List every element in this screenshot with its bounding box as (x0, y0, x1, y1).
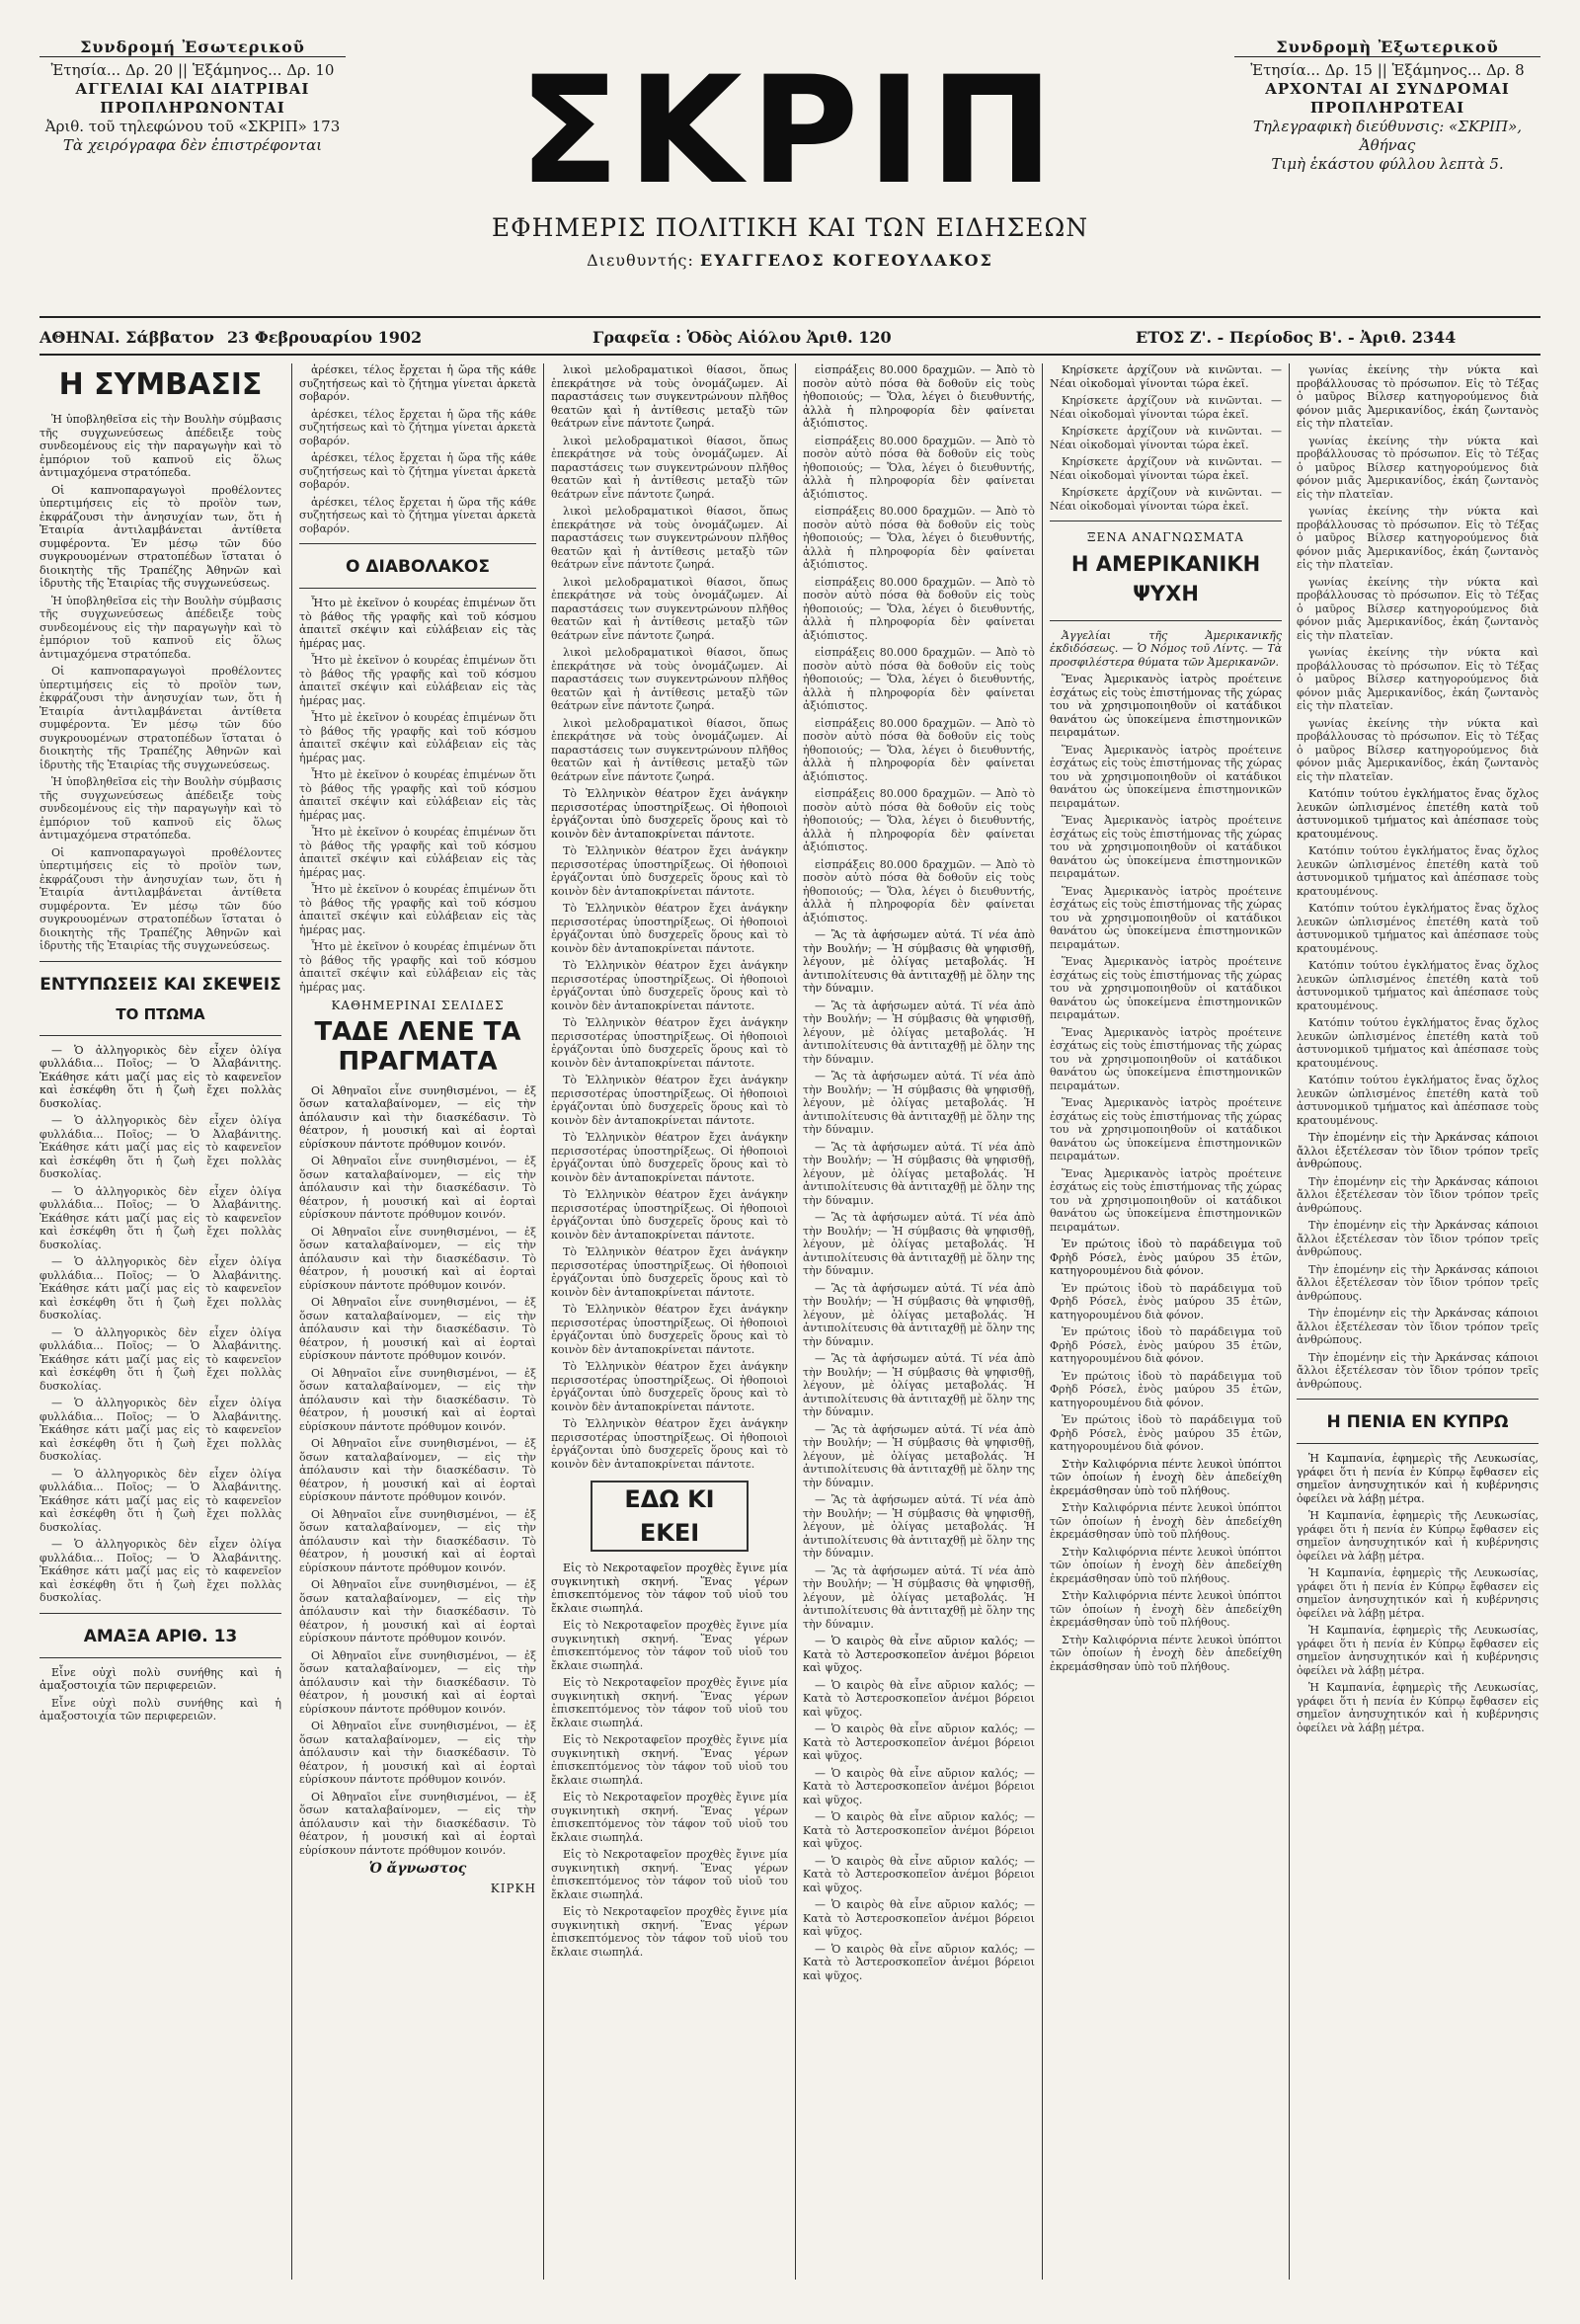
headline-edo-ki-ekei: ΕΔΩ ΚΙ ΕΚΕΙ (591, 1481, 749, 1552)
article-body: Ἐν πρώτοις ἰδοὺ τὸ παράδειγμα τοῦ Φρὴδ Ρόσελ, ἐνὸς μαύρου 35 ἐτῶν, κατηγορουμένου διὰ φόνον. (1050, 1413, 1282, 1453)
article-intro: Κηρίσκετε ἀρχίζουν νὰ κινῶνται. — Νέαι οἰκοδομαὶ γίνονται τώρα ἐκεῖ. (1050, 486, 1282, 513)
dateline-issue: ΕΤΟΣ Ζ'. - Περίοδος Β'. - Ἀριθ. 2344 (1136, 328, 1457, 347)
section-body: — Ὁ ἀλληγορικὸς δὲν εἶχεν ὀλίγα φυλλάδια... Ποῖος; — Ὁ Ἀλαβάνιτης. Ἐκάθησε κάτι μαζί μας εἰς τὸ καφενεῖον καὶ ἐσκέφθη ὅτι ἡ ζωὴ ἔχει πολλὰς δυσκολίας. (40, 1043, 281, 1110)
article-body: Τὸ Ἑλληνικὸν θέατρον ἔχει ἀνάγκην περισσοτέρας ὑποστηρίξεως. Οἱ ἠθοποιοὶ ἐργάζονται ὑπὸ δυσχερεῖς ὅρους καὶ τὸ κοινὸν δὲν ἀνταποκρίνεται πάντοτε. (551, 1074, 788, 1127)
article-body: Ἐν πρώτοις ἰδοὺ τὸ παράδειγμα τοῦ Φρὴδ Ρόσελ, ἐνὸς μαύρου 35 ἐτῶν, κατηγορουμένου διὰ φόνον. (1050, 1369, 1282, 1409)
article-body: Τὸ Ἑλληνικὸν θέατρον ἔχει ἀνάγκην περισσοτέρας ὑποστηρίξεως. Οἱ ἠθοποιοὶ ἐργάζονται ὑπὸ δυσχερεῖς ὅρους καὶ τὸ κοινὸν δὲν ἀνταποκρίνεται πάντοτε. (551, 1417, 788, 1471)
article-body: — Ἂς τὰ ἀφήσωμεν αὐτά. Τί νέα ἀπὸ τὴν Βουλήν; — Ἡ σύμβασις θὰ ψηφισθῇ, λέγουν, μὲ ὀλίγας μεταβολάς. Ἡ ἀντιπολίτευσις θὰ ἀντιταχθῇ μὲ ὅλην της τὴν δύναμιν. (803, 1493, 1035, 1560)
column-5 (1050, 363, 1282, 2289)
article-body: Οἱ Ἀθηναῖοι εἶνε συνηθισμένοι, — ἐξ ὅσων καταλαβαίνομεν, — εἰς τὴν ἀπόλαυσιν καὶ τὴν διασκέδασιν. Τὸ θέατρον, ἡ μουσική καὶ αἱ ἑορταὶ εὑρίσκουν πάντοτε πρόθυμον κοινόν. (299, 1578, 536, 1644)
article-body: Οἱ καπνοπαραγωγοὶ προθέλοντες ὑπερτιμήσεις εἰς τὸ προϊὸν των, ἐκφράζουσι τὴν ἀνησυχίαν των, ὅτι ἡ Ἑταιρία ἀντιλαμβάνεται ἀντίθετα συμφέροντα. Ἐν μέσῳ τῶν δύο συγκρουομένων στρατοπέδων ἵσταται ὁ διοικητὴς τῆς Τραπέζης Ἀθηνῶν καὶ ἱδρυτὴς τῆς Ἑταιρίας τῆς συγχωνεύσεως. (40, 665, 281, 771)
article-body: Τὸ Ἑλληνικὸν θέατρον ἔχει ἀνάγκην περισσοτέρας ὑποστηρίξεως. Οἱ ἠθοποιοὶ ἐργάζονται ὑπὸ δυσχερεῖς ὅρους καὶ τὸ κοινὸν δὲν ἀνταποκρίνεται πάντοτε. (551, 787, 788, 841)
bottom-body: Εἶνε οὐχὶ πολὺ συνήθης καὶ ἡ ἀμαξοστοιχία τῶν περιφερειῶν. (40, 1696, 281, 1723)
article-body: Ἡ ὑποβληθεῖσα εἰς τὴν Βουλὴν σύμβασις τῆς συγχωνεύσεως ἀπέδειξε τοὺς συνδεομένους εἰς τὴν παραγωγὴν καὶ τὸ ἐμπόριον τοῦ καπνοῦ εἰς ὅλως ἀντιμαχόμενα στρατόπεδα. (40, 594, 281, 661)
article-body: λικοὶ μελοδραματικοὶ θίασοι, ὅπως ἐπεκράτησε νὰ τοὺς ὀνομάζωμεν. Αἱ παραστάσεις των συγκεντρώνουν πλῆθος θεατῶν καὶ ἡ ἀντίθεσις μεταξὺ τῶν θεάτρων εἶνε πάντοτε ζωηρά. (551, 363, 788, 430)
foreign-prices: Ἐτησία... Δρ. 15 || Ἑξάμηνος... Δρ. 8 (1250, 61, 1525, 79)
headline-tade-lene: ΤΑΔΕ ΛΕΝΕ ΤΑ ΠΡΑΓΜΑΤΑ (314, 1016, 521, 1077)
article-body: Ἐν πρώτοις ἰδοὺ τὸ παράδειγμα τοῦ Φρὴδ Ρόσελ, ἐνὸς μαύρου 35 ἐτῶν, κατηγορουμένου διὰ φόνον. (1050, 1238, 1282, 1277)
headline-american-soul: Η ΑΜΕΡΙΚΑΝΙΚΗ ΨΥΧΗ (1070, 551, 1261, 605)
article-body: εἰσπράξεις 80.000 δραχμῶν. — Ἀπὸ τὸ ποσὸν αὐτὸ πόσα θὰ δοθοῦν εἰς τοὺς ἠθοποιούς; — Ὅλα, λέγει ὁ διευθυντής, ἀλλὰ ἡ πληροφορία δὲν φαίνεται ἀξιόπιστος. (803, 575, 1035, 642)
article-body: Τὸ Ἑλληνικὸν θέατρον ἔχει ἀνάγκην περισσοτέρας ὑποστηρίξεως. Οἱ ἠθοποιοὶ ἐργάζονται ὑπὸ δυσχερεῖς ὅρους καὶ τὸ κοινὸν δὲν ἀνταποκρίνεται πάντοτε. (551, 1016, 788, 1070)
domestic-heading: Συνδρομή Ἐσωτερικοῦ (40, 38, 346, 57)
section-body: — Ὁ ἀλληγορικὸς δὲν εἶχεν ὀλίγα φυλλάδια... Ποῖος; — Ὁ Ἀλαβάνιτης. Ἐκάθησε κάτι μαζί μας εἰς τὸ καφενεῖον καὶ ἐσκέφθη ὅτι ἡ ζωὴ ἔχει πολλὰς δυσκολίας. (40, 1538, 281, 1604)
article-body: — Ἂς τὰ ἀφήσωμεν αὐτά. Τί νέα ἀπὸ τὴν Βουλήν; — Ἡ σύμβασις θὰ ψηφισθῇ, λέγουν, μὲ ὀλίγας μεταβολάς. Ἡ ἀντιπολίτευσις θὰ ἀντιταχθῇ μὲ ὅλην της τὴν δύναμιν. (803, 1563, 1035, 1631)
article-body: γωνίας ἐκείνης τὴν νύκτα καὶ προβάλλουσας τὸ πρόσωπον. Εἰς τὸ Τέξας ὁ μαῦρος Βίλσερ κατηγορούμενος διὰ φόνον μιᾶς Ἀμερικανίδος, ἐκάη ζωντανὸς εἰς τὴν πλατεῖαν. (1297, 646, 1539, 712)
article-body: Κατόπιν τούτου ἐγκλήματος ἔνας ὄχλος λευκῶν ὡπλισμένος ἐπετέθη κατὰ τοῦ ἀστυνομικοῦ τμήματος καὶ ἀπέσπασε τοὺς κρατουμένους. (1297, 787, 1539, 841)
article-intro: ἀρέσκει, τέλος ἔρχεται ἡ ὥρα τῆς κάθε συζητήσεως καὶ τὸ ζήτημα γίνεται ἀρκετὰ σοβαρόν. (299, 495, 536, 535)
dateline (40, 324, 1540, 350)
telephone-line: Ἀριθ. τοῦ τηλεφώνου τοῦ «ΣΚΡΙΠ» 173 (44, 118, 341, 135)
column-2 (299, 363, 536, 2289)
article-body: Ἦτο μὲ ἐκεῖνον ὁ κουρέας ἐπιμένων ὅτι τὸ βάθος τῆς γραφῆς καὶ τοῦ κόσμου ἀπαιτεῖ σκέψιν καὶ εὐλάβειαν εἰς τὰς ἡμέρας μας. (299, 826, 536, 879)
article-body: γωνίας ἐκείνης τὴν νύκτα καὶ προβάλλουσας τὸ πρόσωπον. Εἰς τὸ Τέξας ὁ μαῦρος Βίλσερ κατηγορούμενος διὰ φόνον μιᾶς Ἀμερικανίδος, ἐκάη ζωντανὸς εἰς τὴν πλατεῖαν. (1297, 575, 1539, 642)
article-body: Ἡ Καμπανία, ἐφημερὶς τῆς Λευκωσίας, γράφει ὅτι ἡ πενία ἐν Κύπρῳ ἔφθασεν εἰς σημεῖον ἀνησυχητικόν καὶ ἡ κυβέρνησις ὀφείλει νὰ λάβῃ μέτρα. (1297, 1566, 1539, 1620)
article-body: Ἦτο μὲ ἐκεῖνον ὁ κουρέας ἐπιμένων ὅτι τὸ βάθος τῆς γραφῆς καὶ τοῦ κόσμου ἀπαιτεῖ σκέψιν καὶ εὐλάβειαν εἰς τὰς ἡμέρας μας. (299, 654, 536, 707)
article-body: Ἦτο μὲ ἐκεῖνον ὁ κουρέας ἐπιμένων ὅτι τὸ βάθος τῆς γραφῆς καὶ τοῦ κόσμου ἀπαιτεῖ σκέψιν καὶ εὐλάβειαν εἰς τὰς ἡμέρας μας. (299, 940, 536, 994)
article-body: — Ὁ καιρὸς θὰ εἶνε αὔριον καλός; — Κατὰ τὸ Ἀστεροσκοπεῖον ἀνέμοι βόρειοι καὶ ψῦχος. (803, 1766, 1035, 1806)
article-body: Εἰς τὸ Νεκροταφεῖον προχθὲς ἔγινε μία συγκινητικὴ σκηνή. Ἕνας γέρων ἐπισκεπτόμενος τὸν τάφον τοῦ υἱοῦ του ἔκλαιε σιωπηλά. (551, 1676, 788, 1729)
newspaper-logo: ΣΚΡΙΠ (518, 45, 1062, 217)
article-body: λικοὶ μελοδραματικοὶ θίασοι, ὅπως ἐπεκράτησε νὰ τοὺς ὀνομάζωμεν. Αἱ παραστάσεις των συγκεντρώνουν πλῆθος θεατῶν καὶ ἡ ἀντίθεσις μεταξὺ τῶν θεάτρων εἶνε πάντοτε ζωηρά. (551, 434, 788, 501)
article-body: Τὸ Ἑλληνικὸν θέατρον ἔχει ἀνάγκην περισσοτέρας ὑποστηρίξεως. Οἱ ἠθοποιοὶ ἐργάζονται ὑπὸ δυσχερεῖς ὅρους καὶ τὸ κοινὸν δὲν ἀνταποκρίνεται πάντοτε. (551, 1360, 788, 1413)
article-body: Τὸ Ἑλληνικὸν θέατρον ἔχει ἀνάγκην περισσοτέρας ὑποστηρίξεως. Οἱ ἠθοποιοὶ ἐργάζονται ὑπὸ δυσχερεῖς ὅρους καὶ τὸ κοινὸν δὲν ἀνταποκρίνεται πάντοτε. (551, 1245, 788, 1299)
article-body: — Ὁ καιρὸς θὰ εἶνε αὔριον καλός; — Κατὰ τὸ Ἀστεροσκοπεῖον ἀνέμοι βόρειοι καὶ ψῦχος. (803, 1678, 1035, 1719)
section-body: — Ὁ ἀλληγορικὸς δὲν εἶχεν ὀλίγα φυλλάδια... Ποῖος; — Ὁ Ἀλαβάνιτης. Ἐκάθησε κάτι μαζί μας εἰς τὸ καφενεῖον καὶ ἐσκέφθη ὅτι ἡ ζωὴ ἔχει πολλὰς δυσκολίας. (40, 1467, 281, 1534)
article-body: Οἱ Ἀθηναῖοι εἶνε συνηθισμένοι, — ἐξ ὅσων καταλαβαίνομεν, — εἰς τὴν ἀπόλαυσιν καὶ τὴν διασκέδασιν. Τὸ θέατρον, ἡ μουσική καὶ αἱ ἑορταὶ εὑρίσκουν πάντοτε πρόθυμον κοινόν. (299, 1648, 536, 1716)
article-body: Ἦτο μὲ ἐκεῖνον ὁ κουρέας ἐπιμένων ὅτι τὸ βάθος τῆς γραφῆς καὶ τοῦ κόσμου ἀπαιτεῖ σκέψιν καὶ εὐλάβειαν εἰς τὰς ἡμέρας μας. (299, 711, 536, 764)
article-body: εἰσπράξεις 80.000 δραχμῶν. — Ἀπὸ τὸ ποσὸν αὐτὸ πόσα θὰ δοθοῦν εἰς τοὺς ἠθοποιούς; — Ὅλα, λέγει ὁ διευθυντής, ἀλλὰ ἡ πληροφορία δὲν φαίνεται ἀξιόπιστος. (803, 857, 1035, 924)
article-body: Κατόπιν τούτου ἐγκλήματος ἔνας ὄχλος λευκῶν ὡπλισμένος ἐπετέθη κατὰ τοῦ ἀστυνομικοῦ τμήματος καὶ ἀπέσπασε τοὺς κρατουμένους. (1297, 844, 1539, 898)
section-block (299, 543, 536, 589)
article-body: Κατόπιν τούτου ἐγκλήματος ἔνας ὄχλος λευκῶν ὡπλισμένος ἐπετέθη κατὰ τοῦ ἀστυνομικοῦ τμήματος καὶ ἀπέσπασε τοὺς κρατουμένους. (1297, 1074, 1539, 1127)
headline-diavolakos: Ο ΔΙΑΒΟΛΑΚΟΣ (346, 557, 490, 577)
article-body: Ἐν πρώτοις ἰδοὺ τὸ παράδειγμα τοῦ Φρὴδ Ρόσελ, ἐνὸς μαύρου 35 ἐτῶν, κατηγορουμένου διὰ φόνον. (1050, 1325, 1282, 1365)
section-body: — Ὁ ἀλληγορικὸς δὲν εἶχεν ὀλίγα φυλλάδια... Ποῖος; — Ὁ Ἀλαβάνιτης. Ἐκάθησε κάτι μαζί μας εἰς τὸ καφενεῖον καὶ ἐσκέφθη ὅτι ἡ ζωὴ ἔχει πολλὰς δυσκολίας. (40, 1184, 281, 1251)
section-heading: ΕΝΤΥΠΩΣΕΙΣ ΚΑΙ ΣΚΕΨΕΙΣ (40, 974, 281, 995)
masthead (40, 38, 1540, 304)
article-body: Ἕνας Ἀμερικανὸς ἰατρὸς προέτεινε ἐσχάτως εἰς τοὺς ἐπιστήμονας τῆς χώρας του νὰ χρησιμοποιηθοῦν οἱ κατάδικοι θανάτου ὡς ὑποκείμενα ἐπιστημονικῶν πειραμάτων. (1050, 1025, 1282, 1092)
article-body: Τὸ Ἑλληνικὸν θέατρον ἔχει ἀνάγκην περισσοτέρας ὑποστηρίξεως. Οἱ ἠθοποιοὶ ἐργάζονται ὑπὸ δυσχερεῖς ὅρους καὶ τὸ κοινὸν δὲν ἀνταποκρίνεται πάντοτε. (551, 844, 788, 898)
dateline-date: 23 Φεβρουαρίου 1902 (227, 328, 423, 347)
article-body: — Ὁ καιρὸς θὰ εἶνε αὔριον καλός; — Κατὰ τὸ Ἀστεροσκοπεῖον ἀνέμοι βόρειοι καὶ ψῦχος. (803, 1854, 1035, 1894)
article-body: Τὴν ἐπομένην εἰς τὴν Ἀρκάνσας κάποιοι ἄλλοι ἐξετέλεσαν τὸν ἴδιον τρόπον τρεῖς ἀνθρώπους. (1297, 1174, 1539, 1215)
article-body: — Ὁ καιρὸς θὰ εἶνε αὔριον καλός; — Κατὰ τὸ Ἀστεροσκοπεῖον ἀνέμοι βόρειοι καὶ ψῦχος. (803, 1723, 1035, 1762)
article-body: Κατόπιν τούτου ἐγκλήματος ἔνας ὄχλος λευκῶν ὡπλισμένος ἐπετέθη κατὰ τοῦ ἀστυνομικοῦ τμήματος καὶ ἀπέσπασε τοὺς κρατουμένους. (1297, 959, 1539, 1012)
foreign-heading: Συνδρομὴ Ἐξωτερικοῦ (1234, 38, 1540, 57)
article-body: Τὸ Ἑλληνικὸν θέατρον ἔχει ἀνάγκην περισσοτέρας ὑποστηρίξεως. Οἱ ἠθοποιοὶ ἐργάζονται ὑπὸ δυσχερεῖς ὅρους καὶ τὸ κοινὸν δὲν ἀνταποκρίνεται πάντοτε. (551, 1303, 788, 1356)
daily-pages-heading: ΚΑΘΗΜΕΡΙΝΑΙ ΣΕΛΙΔΕΣ (331, 999, 505, 1012)
newspaper-page (40, 38, 1540, 2289)
bottom-body: Εἶνε οὐχὶ πολὺ συνήθης καὶ ἡ ἀμαξοστοιχία τῶν περιφερειῶν. (40, 1665, 281, 1692)
article-body: εἰσπράξεις 80.000 δραχμῶν. — Ἀπὸ τὸ ποσὸν αὐτὸ πόσα θὰ δοθοῦν εἰς τοὺς ἠθοποιούς; — Ὅλα, λέγει ὁ διευθυντής, ἀλλὰ ἡ πληροφορία δὲν φαίνεται ἀξιόπιστος. (803, 434, 1035, 501)
article-body: Ἦτο μὲ ἐκεῖνον ὁ κουρέας ἐπιμένων ὅτι τὸ βάθος τῆς γραφῆς καὶ τοῦ κόσμου ἀπαιτεῖ σκέψιν καὶ εὐλάβειαν εἰς τὰς ἡμέρας μας. (299, 597, 536, 650)
article-lead: Ἡ ὑποβληθεῖσα εἰς τὴν Βουλὴν σύμβασις τῆς συγχωνεύσεως ἀπέδειξε τοὺς συνδεομένους εἰς τὴν παραγωγὴν καὶ τὸ ἐμπόριον τοῦ καπνοῦ εἰς ὅλως ἀντιμαχόμενα στρατόπεδα. (40, 413, 281, 479)
article-body: Οἱ καπνοπαραγωγοὶ προθέλοντες ὑπερτιμήσεις εἰς τὸ προϊὸν των, ἐκφράζουσι τὴν ἀνησυχίαν των, ὅτι ἡ Ἑταιρία ἀντιλαμβάνεται ἀντίθετα συμφέροντα. Ἐν μέσῳ τῶν δύο συγκρουομένων στρατοπέδων ἵσταται ὁ διοικητὴς τῆς Τραπέζης Ἀθηνῶν καὶ ἱδρυτὴς τῆς Ἑταιρίας τῆς συγχωνεύσεως. (40, 845, 281, 952)
article-body: Οἱ Ἀθηναῖοι εἶνε συνηθισμένοι, — ἐξ ὅσων καταλαβαίνομεν, — εἰς τὴν ἀπόλαυσιν καὶ τὴν διασκέδασιν. Τὸ θέατρον, ἡ μουσική καὶ αἱ ἑορταὶ εὑρίσκουν πάντοτε πρόθυμον κοινόν. (299, 1720, 536, 1786)
headline-penia-kypro: Η ΠΕΝΙΑ ΕΝ ΚΥΠΡΩ (1326, 1412, 1509, 1432)
article-intro: Κηρίσκετε ἀρχίζουν νὰ κινῶνται. — Νέαι οἰκοδομαὶ γίνονται τώρα ἐκεῖ. (1050, 363, 1282, 390)
article-body: Στὴν Καλιφόρνια πέντε λευκοὶ ὑπόπτοι τῶν ὁποίων ἡ ἐνοχὴ δὲν ἀπεδείχθη ἐκρεμάσθησαν ὑπὸ τοῦ πλήθους. (1050, 1545, 1282, 1585)
article-body: Ἡ Καμπανία, ἐφημερὶς τῆς Λευκωσίας, γράφει ὅτι ἡ πενία ἐν Κύπρῳ ἔφθασεν εἰς σημεῖον ἀνησυχητικόν καὶ ἡ κυβέρνησις ὀφείλει νὰ λάβῃ μέτρα. (1297, 1681, 1539, 1734)
article-body: Ἡ Καμπανία, ἐφημερὶς τῆς Λευκωσίας, γράφει ὅτι ἡ πενία ἐν Κύπρῳ ἔφθασεν εἰς σημεῖον ἀνησυχητικόν καὶ ἡ κυβέρνησις ὀφείλει νὰ λάβῃ μέτρα. (1297, 1509, 1539, 1563)
column-3 (551, 363, 788, 2289)
article-intro: ἀρέσκει, τέλος ἔρχεται ἡ ὥρα τῆς κάθε συζητήσεως καὶ τὸ ζήτημα γίνεται ἀρκετὰ σοβαρόν. (299, 407, 536, 447)
article-subtitle: Ἀγγελίαι τῆς Ἀμερικανικῆς ἐκδιδόσεως. — Ὁ Νόμος τοῦ Λίντς. — Τὰ προσφιλέστερα θύματα τῶν Ἀμερικανῶν. (1050, 628, 1282, 669)
article-body: Εἰς τὸ Νεκροταφεῖον προχθὲς ἔγινε μία συγκινητικὴ σκηνή. Ἕνας γέρων ἐπισκεπτόμενος τὸν τάφον τοῦ υἱοῦ του ἔκλαιε σιωπηλά. (551, 1848, 788, 1901)
article-body: λικοὶ μελοδραματικοὶ θίασοι, ὅπως ἐπεκράτησε νὰ τοὺς ὀνομάζωμεν. Αἱ παραστάσεις των συγκεντρώνουν πλῆθος θεατῶν καὶ ἡ ἀντίθεσις μεταξὺ τῶν θεάτρων εἶνε πάντοτε ζωηρά. (551, 505, 788, 571)
column-divider (795, 363, 796, 2280)
closing-phrase: Ὁ ἄγνωστος (368, 1861, 467, 1877)
article-body: Εἰς τὸ Νεκροταφεῖον προχθὲς ἔγινε μία συγκινητικὴ σκηνή. Ἕνας γέρων ἐπισκεπτόμενος τὸν τάφον τοῦ υἱοῦ του ἔκλαιε σιωπηλά. (551, 1905, 788, 1959)
article-body: — Ἂς τὰ ἀφήσωμεν αὐτά. Τί νέα ἀπὸ τὴν Βουλήν; — Ἡ σύμβασις θὰ ψηφισθῇ, λέγουν, μὲ ὀλίγας μεταβολάς. Ἡ ἀντιπολίτευσις θὰ ἀντιταχθῇ μὲ ὅλην της τὴν δύναμιν. (803, 1140, 1035, 1207)
subscription-box-domestic (40, 38, 346, 155)
ads-heading: ΑΓΓΕΛΙΑΙ ΚΑΙ ΔΙΑΤΡΙΒΑΙ (75, 80, 310, 98)
headline-symvasis: Η ΣΥΜΒΑΣΙΣ (58, 367, 263, 402)
article-body: — Ἂς τὰ ἀφήσωμεν αὐτά. Τί νέα ἀπὸ τὴν Βουλήν; — Ἡ σύμβασις θὰ ψηφισθῇ, λέγουν, μὲ ὀλίγας μεταβολάς. Ἡ ἀντιπολίτευσις θὰ ἀντιταχθῇ μὲ ὅλην της τὴν δύναμιν. (803, 1422, 1035, 1489)
article-intro: ἀρέσκει, τέλος ἔρχεται ἡ ὥρα τῆς κάθε συζητήσεως καὶ τὸ ζήτημα γίνεται ἀρκετὰ σοβαρόν. (299, 451, 536, 491)
article-body: Τὸ Ἑλληνικὸν θέατρον ἔχει ἀνάγκην περισσοτέρας ὑποστηρίξεως. Οἱ ἠθοποιοὶ ἐργάζονται ὑπὸ δυσχερεῖς ὅρους καὶ τὸ κοινὸν δὲν ἀνταποκρίνεται πάντοτε. (551, 959, 788, 1012)
article-body: Οἱ Ἀθηναῖοι εἶνε συνηθισμένοι, — ἐξ ὅσων καταλαβαίνομεν, — εἰς τὴν ἀπόλαυσιν καὶ τὴν διασκέδασιν. Τὸ θέατρον, ἡ μουσική καὶ αἱ ἑορταὶ εὑρίσκουν πάντοτε πρόθυμον κοινόν. (299, 1083, 536, 1151)
article-body: εἰσπράξεις 80.000 δραχμῶν. — Ἀπὸ τὸ ποσὸν αὐτὸ πόσα θὰ δοθοῦν εἰς τοὺς ἠθοποιούς; — Ὅλα, λέγει ὁ διευθυντής, ἀλλὰ ἡ πληροφορία δὲν φαίνεται ἀξιόπιστος. (803, 787, 1035, 853)
column-divider (1289, 363, 1290, 2280)
article-body: Τὸ Ἑλληνικὸν θέατρον ἔχει ἀνάγκην περισσοτέρας ὑποστηρίξεως. Οἱ ἠθοποιοὶ ἐργάζονται ὑπὸ δυσχερεῖς ὅρους καὶ τὸ κοινὸν δὲν ἀνταποκρίνεται πάντοτε. (551, 1131, 788, 1184)
byline: ΚΙΡΚΗ (490, 1881, 536, 1895)
article-body: Ἕνας Ἀμερικανὸς ἰατρὸς προέτεινε ἐσχάτως εἰς τοὺς ἐπιστήμονας τῆς χώρας του νὰ χρησιμοποιηθοῦν οἱ κατάδικοι θανάτου ὡς ὑποκείμενα ἐπιστημονικῶν πειραμάτων. (1050, 955, 1282, 1021)
article-body: Τὴν ἐπομένην εἰς τὴν Ἀρκάνσας κάποιοι ἄλλοι ἐξετέλεσαν τὸν ἴδιον τρόπον τρεῖς ἀνθρώπους. (1297, 1307, 1539, 1346)
section-block (1050, 521, 1282, 621)
article-body: γωνίας ἐκείνης τὴν νύκτα καὶ προβάλλουσας τὸ πρόσωπον. Εἰς τὸ Τέξας ὁ μαῦρος Βίλσερ κατηγορούμενος διὰ φόνον μιᾶς Ἀμερικανίδος, ἐκάη ζωντανὸς εἰς τὴν πλατεῖαν. (1297, 716, 1539, 783)
article-body: — Ὁ καιρὸς θὰ εἶνε αὔριον καλός; — Κατὰ τὸ Ἀστεροσκοπεῖον ἀνέμοι βόρειοι καὶ ψῦχος. (803, 1635, 1035, 1674)
article-body: λικοὶ μελοδραματικοὶ θίασοι, ὅπως ἐπεκράτησε νὰ τοὺς ὀνομάζωμεν. Αἱ παραστάσεις των συγκεντρώνουν πλῆθος θεατῶν καὶ ἡ ἀντίθεσις μεταξὺ τῶν θεάτρων εἶνε πάντοτε ζωηρά. (551, 575, 788, 642)
article-body: — Ἂς τὰ ἀφήσωμεν αὐτά. Τί νέα ἀπὸ τὴν Βουλήν; — Ἡ σύμβασις θὰ ψηφισθῇ, λέγουν, μὲ ὀλίγας μεταβολάς. Ἡ ἀντιπολίτευσις θὰ ἀντιταχθῇ μὲ ὅλην της τὴν δύναμιν. (803, 1352, 1035, 1418)
article-intro: ἀρέσκει, τέλος ἔρχεται ἡ ὥρα τῆς κάθε συζητήσεως καὶ τὸ ζήτημα γίνεται ἀρκετὰ σοβαρόν. (299, 363, 536, 403)
column-1 (40, 363, 281, 2289)
dateline-city: ΑΘΗΝΑΙ. Σάββατον (40, 328, 214, 347)
article-body: Εἰς τὸ Νεκροταφεῖον προχθὲς ἔγινε μία συγκινητικὴ σκηνή. Ἕνας γέρων ἐπισκεπτόμενος τὸν τάφον τοῦ υἱοῦ του ἔκλαιε σιωπηλά. (551, 1791, 788, 1844)
article-body: γωνίας ἐκείνης τὴν νύκτα καὶ προβάλλουσας τὸ πρόσωπον. Εἰς τὸ Τέξας ὁ μαῦρος Βίλσερ κατηγορούμενος διὰ φόνον μιᾶς Ἀμερικανίδος, ἐκάη ζωντανὸς εἰς τὴν πλατεῖαν. (1297, 434, 1539, 501)
manuscripts-note: Τὰ χειρόγραφα δὲν ἐπιστρέφονται (62, 136, 323, 154)
article-body: Ἡ Καμπανία, ἐφημερὶς τῆς Λευκωσίας, γράφει ὅτι ἡ πενία ἐν Κύπρῳ ἔφθασεν εἰς σημεῖον ἀνησυχητικόν καὶ ἡ κυβέρνησις ὀφείλει νὰ λάβῃ μέτρα. (1297, 1452, 1539, 1505)
article-body: Ἕνας Ἀμερικανὸς ἰατρὸς προέτεινε ἐσχάτως εἰς τοὺς ἐπιστήμονας τῆς χώρας του νὰ χρησιμοποιηθοῦν οἱ κατάδικοι θανάτου ὡς ὑποκείμενα ἐπιστημονικῶν πειραμάτων. (1050, 814, 1282, 880)
article-body: Ἡ ὑποβληθεῖσα εἰς τὴν Βουλὴν σύμβασις τῆς συγχωνεύσεως ἀπέδειξε τοὺς συνδεομένους εἰς τὴν παραγωγὴν καὶ τὸ ἐμπόριον τοῦ καπνοῦ εἰς ὅλως ἀντιμαχόμενα στρατόπεδα. (40, 775, 281, 841)
domestic-prices: Ἐτησία... Δρ. 20 || Ἑξάμηνος... Δρ. 10 (50, 61, 335, 79)
article-body: εἰσπράξεις 80.000 δραχμῶν. — Ἀπὸ τὸ ποσὸν αὐτὸ πόσα θὰ δοθοῦν εἰς τοὺς ἠθοποιούς; — Ὅλα, λέγει ὁ διευθυντής, ἀλλὰ ἡ πληροφορία δὲν φαίνεται ἀξιόπιστος. (803, 716, 1035, 783)
section-block (40, 961, 281, 1036)
article-body: — Ἂς τὰ ἀφήσωμεν αὐτά. Τί νέα ἀπὸ τὴν Βουλήν; — Ἡ σύμβασις θὰ ψηφισθῇ, λέγουν, μὲ ὀλίγας μεταβολάς. Ἡ ἀντιπολίτευσις θὰ ἀντιταχθῇ μὲ ὅλην της τὴν δύναμιν. (803, 1281, 1035, 1348)
article-body: — Ὁ καιρὸς θὰ εἶνε αὔριον καλός; — Κατὰ τὸ Ἀστεροσκοπεῖον ἀνέμοι βόρειοι καὶ ψῦχος. (803, 1810, 1035, 1850)
director-label: Διευθυντής: (587, 251, 694, 270)
article-body: Οἱ Ἀθηναῖοι εἶνε συνηθισμένοι, — ἐξ ὅσων καταλαβαίνομεν, — εἰς τὴν ἀπόλαυσιν καὶ τὴν διασκέδασιν. Τὸ θέατρον, ἡ μουσική καὶ αἱ ἑορταὶ εὑρίσκουν πάντοτε πρόθυμον κοινόν. (299, 1225, 536, 1292)
article-body: Κατόπιν τούτου ἐγκλήματος ἔνας ὄχλος λευκῶν ὡπλισμένος ἐπετέθη κατὰ τοῦ ἀστυνομικοῦ τμήματος καὶ ἀπέσπασε τοὺς κρατουμένους. (1297, 1016, 1539, 1070)
article-body: — Ἂς τὰ ἀφήσωμεν αὐτά. Τί νέα ἀπὸ τὴν Βουλήν; — Ἡ σύμβασις θὰ ψηφισθῇ, λέγουν, μὲ ὀλίγας μεταβολάς. Ἡ ἀντιπολίτευσις θὰ ἀντιταχθῇ μὲ ὅλην της τὴν δύναμιν. (803, 999, 1035, 1066)
subs-prepaid: ΠΡΟΠΛΗΡΩΤΕΑΙ (1309, 99, 1465, 117)
article-body: Οἱ Ἀθηναῖοι εἶνε συνηθισμένοι, — ἐξ ὅσων καταλαβαίνομεν, — εἰς τὴν ἀπόλαυσιν καὶ τὴν διασκέδασιν. Τὸ θέατρον, ἡ μουσική καὶ αἱ ἑορταὶ εὑρίσκουν πάντοτε πρόθυμον κοινόν. (299, 1155, 536, 1221)
column-6 (1297, 363, 1539, 2289)
dateline-office: Γραφεῖα : Ὁδὸς Αἰόλου Ἀριθ. 120 (592, 328, 892, 347)
article-body: Τὴν ἐπομένην εἰς τὴν Ἀρκάνσας κάποιοι ἄλλοι ἐξετέλεσαν τὸν ἴδιον τρόπον τρεῖς ἀνθρώπους. (1297, 1219, 1539, 1258)
column-divider (1042, 363, 1043, 2280)
foreign-readings-heading: ΞΕΝΑ ΑΝΑΓΝΩΣΜΑΤΑ (1087, 530, 1244, 544)
article-body: Τὴν ἐπομένην εἰς τὴν Ἀρκάνσας κάποιοι ἄλλοι ἐξετέλεσαν τὸν ἴδιον τρόπον τρεῖς ἀνθρώπους. (1297, 1350, 1539, 1391)
article-body: Στὴν Καλιφόρνια πέντε λευκοὶ ὑπόπτοι τῶν ὁποίων ἡ ἐνοχὴ δὲν ἀπεδείχθη ἐκρεμάσθησαν ὑπὸ τοῦ πλήθους. (1050, 1589, 1282, 1629)
article-body: γωνίας ἐκείνης τὴν νύκτα καὶ προβάλλουσας τὸ πρόσωπον. Εἰς τὸ Τέξας ὁ μαῦρος Βίλσερ κατηγορούμενος διὰ φόνον μιᾶς Ἀμερικανίδος, ἐκάη ζωντανὸς εἰς τὴν πλατεῖαν. (1297, 505, 1539, 571)
bottom-heading: ΑΜΑΞΑ ΑΡΙΘ. 13 (83, 1626, 238, 1646)
article-body: Τὸ Ἑλληνικὸν θέατρον ἔχει ἀνάγκην περισσοτέρας ὑποστηρίξεως. Οἱ ἠθοποιοὶ ἐργάζονται ὑπὸ δυσχερεῖς ὅρους καὶ τὸ κοινὸν δὲν ἀνταποκρίνεται πάντοτε. (551, 902, 788, 955)
article-body: Ἕνας Ἀμερικανὸς ἰατρὸς προέτεινε ἐσχάτως εἰς τοὺς ἐπιστήμονας τῆς χώρας του νὰ χρησιμοποιηθοῦν οἱ κατάδικοι θανάτου ὡς ὑποκείμενα ἐπιστημονικῶν πειραμάτων. (1050, 1096, 1282, 1162)
section-body: — Ὁ ἀλληγορικὸς δὲν εἶχεν ὀλίγα φυλλάδια... Ποῖος; — Ὁ Ἀλαβάνιτης. Ἐκάθησε κάτι μαζί μας εἰς τὸ καφενεῖον καὶ ἐσκέφθη ὅτι ἡ ζωὴ ἔχει πολλὰς δυσκολίας. (40, 1325, 281, 1393)
article-body: Εἰς τὸ Νεκροταφεῖον προχθὲς ἔγινε μία συγκινητικὴ σκηνή. Ἕνας γέρων ἐπισκεπτόμενος τὸν τάφον τοῦ υἱοῦ του ἔκλαιε σιωπηλά. (551, 1562, 788, 1615)
article-body: — Ἂς τὰ ἀφήσωμεν αὐτά. Τί νέα ἀπὸ τὴν Βουλήν; — Ἡ σύμβασις θὰ ψηφισθῇ, λέγουν, μὲ ὀλίγας μεταβολάς. Ἡ ἀντιπολίτευσις θὰ ἀντιταχθῇ μὲ ὅλην της τὴν δύναμιν. (803, 928, 1035, 995)
subs-heading: ΑΡΧΟΝΤΑΙ ΑΙ ΣΥΝΔΡΟΜΑΙ (1265, 80, 1510, 98)
article-body: Τὸ Ἑλληνικὸν θέατρον ἔχει ἀνάγκην περισσοτέρας ὑποστηρίξεως. Οἱ ἠθοποιοὶ ἐργάζονται ὑπὸ δυσχερεῖς ὅρους καὶ τὸ κοινὸν δὲν ἀνταποκρίνεται πάντοτε. (551, 1188, 788, 1242)
director-line (454, 251, 1126, 270)
article-body: — Ἂς τὰ ἀφήσωμεν αὐτά. Τί νέα ἀπὸ τὴν Βουλήν; — Ἡ σύμβασις θὰ ψηφισθῇ, λέγουν, μὲ ὀλίγας μεταβολάς. Ἡ ἀντιπολίτευσις θὰ ἀντιταχθῇ μὲ ὅλην της τὴν δύναμιν. (803, 1211, 1035, 1277)
article-body: εἰσπράξεις 80.000 δραχμῶν. — Ἀπὸ τὸ ποσὸν αὐτὸ πόσα θὰ δοθοῦν εἰς τοὺς ἠθοποιούς; — Ὅλα, λέγει ὁ διευθυντής, ἀλλὰ ἡ πληροφορία δὲν φαίνεται ἀξιόπιστος. (803, 505, 1035, 571)
column-4 (803, 363, 1035, 2289)
article-body: Κατόπιν τούτου ἐγκλήματος ἔνας ὄχλος λευκῶν ὡπλισμένος ἐπετέθη κατὰ τοῦ ἀστυνομικοῦ τμήματος καὶ ἀπέσπασε τοὺς κρατουμένους. (1297, 902, 1539, 955)
article-body: Ἦτο μὲ ἐκεῖνον ὁ κουρέας ἐπιμένων ὅτι τὸ βάθος τῆς γραφῆς καὶ τοῦ κόσμου ἀπαιτεῖ σκέψιν καὶ εὐλάβειαν εἰς τὰς ἡμέρας μας. (299, 768, 536, 822)
section-block (1297, 1399, 1539, 1444)
article-body: Τὴν ἐπομένην εἰς τὴν Ἀρκάνσας κάποιοι ἄλλοι ἐξετέλεσαν τὸν ἴδιον τρόπον τρεῖς ἀνθρώπους. (1297, 1262, 1539, 1303)
article-body: λικοὶ μελοδραματικοὶ θίασοι, ὅπως ἐπεκράτησε νὰ τοὺς ὀνομάζωμεν. Αἱ παραστάσεις των συγκεντρώνουν πλῆθος θεατῶν καὶ ἡ ἀντίθεσις μεταξὺ τῶν θεάτρων εἶνε πάντοτε ζωηρά. (551, 716, 788, 783)
article-body: Τὴν ἐπομένην εἰς τὴν Ἀρκάνσας κάποιοι ἄλλοι ἐξετέλεσαν τὸν ἴδιον τρόπον τρεῖς ἀνθρώπους. (1297, 1131, 1539, 1170)
section-block (40, 1613, 281, 1658)
article-body: Ἕνας Ἀμερικανὸς ἰατρὸς προέτεινε ἐσχάτως εἰς τοὺς ἐπιστήμονας τῆς χώρας του νὰ χρησιμοποιηθοῦν οἱ κατάδικοι θανάτου ὡς ὑποκείμενα ἐπιστημονικῶν πειραμάτων. (1050, 1166, 1282, 1234)
article-intro: Κηρίσκετε ἀρχίζουν νὰ κινῶνται. — Νέαι οἰκοδομαὶ γίνονται τώρα ἐκεῖ. (1050, 425, 1282, 451)
article-body: εἰσπράξεις 80.000 δραχμῶν. — Ἀπὸ τὸ ποσὸν αὐτὸ πόσα θὰ δοθοῦν εἰς τοὺς ἠθοποιούς; — Ὅλα, λέγει ὁ διευθυντής, ἀλλὰ ἡ πληροφορία δὲν φαίνεται ἀξιόπιστος. (803, 646, 1035, 712)
article-body: — Ὁ καιρὸς θὰ εἶνε αὔριον καλός; — Κατὰ τὸ Ἀστεροσκοπεῖον ἀνέμοι βόρειοι καὶ ψῦχος. (803, 1898, 1035, 1938)
masthead-rule (40, 316, 1540, 318)
article-body: Στὴν Καλιφόρνια πέντε λευκοὶ ὑπόπτοι τῶν ὁποίων ἡ ἐνοχὴ δὲν ἀπεδείχθη ἐκρεμάσθησαν ὑπὸ τοῦ πλήθους. (1050, 1501, 1282, 1541)
article-body: Ἦτο μὲ ἐκεῖνον ὁ κουρέας ἐπιμένων ὅτι τὸ βάθος τῆς γραφῆς καὶ τοῦ κόσμου ἀπαιτεῖ σκέψιν καὶ εὐλάβειαν εἰς τὰς ἡμέρας μας. (299, 883, 536, 936)
section-body: — Ὁ ἀλληγορικὸς δὲν εἶχεν ὀλίγα φυλλάδια... Ποῖος; — Ὁ Ἀλαβάνιτης. Ἐκάθησε κάτι μαζί μας εἰς τὸ καφενεῖον καὶ ἐσκέφθη ὅτι ἡ ζωὴ ἔχει πολλὰς δυσκολίας. (40, 1114, 281, 1180)
telegraph-address: Τηλεγραφικὴ διεύθυνσις: «ΣΚΡΙΠ», Ἀθήνας (1252, 118, 1523, 154)
newspaper-subtitle: ΕΦΗΜΕΡΙΣ ΠΟΛΙΤΙΚΗ ΚΑΙ ΤΩΝ ΕΙΔΗΣΕΩΝ (491, 213, 1089, 242)
article-body: Στὴν Καλιφόρνια πέντε λευκοὶ ὑπόπτοι τῶν ὁποίων ἡ ἐνοχὴ δὲν ἀπεδείχθη ἐκρεμάσθησαν ὑπὸ τοῦ πλήθους. (1050, 1633, 1282, 1673)
article-body: — Ὁ καιρὸς θὰ εἶνε αὔριον καλός; — Κατὰ τὸ Ἀστεροσκοπεῖον ἀνέμοι βόρειοι καὶ ψῦχος. (803, 1942, 1035, 1982)
column-divider (543, 363, 544, 2280)
article-body: Ἕνας Ἀμερικανὸς ἰατρὸς προέτεινε ἐσχάτως εἰς τοὺς ἐπιστήμονας τῆς χώρας του νὰ χρησιμοποιηθοῦν οἱ κατάδικοι θανάτου ὡς ὑποκείμενα ἐπιστημονικῶν πειραμάτων. (1050, 743, 1282, 810)
article-body: Οἱ Ἀθηναῖοι εἶνε συνηθισμένοι, — ἐξ ὅσων καταλαβαίνομεν, — εἰς τὴν ἀπόλαυσιν καὶ τὴν διασκέδασιν. Τὸ θέατρον, ἡ μουσική καὶ αἱ ἑορταὶ εὑρίσκουν πάντοτε πρόθυμον κοινόν. (299, 1507, 536, 1574)
ads-prepaid: ΠΡΟΠΛΗΡΩΝΟΝΤΑΙ (100, 99, 285, 117)
article-body: λικοὶ μελοδραματικοὶ θίασοι, ὅπως ἐπεκράτησε νὰ τοὺς ὀνομάζωμεν. Αἱ παραστάσεις των συγκεντρώνουν πλῆθος θεατῶν καὶ ἡ ἀντίθεσις μεταξὺ τῶν θεάτρων εἶνε πάντοτε ζωηρά. (551, 646, 788, 712)
article-body: Εἰς τὸ Νεκροταφεῖον προχθὲς ἔγινε μία συγκινητικὴ σκηνή. Ἕνας γέρων ἐπισκεπτόμενος τὸν τάφον τοῦ υἱοῦ του ἔκλαιε σιωπηλά. (551, 1733, 788, 1787)
article-body: εἰσπράξεις 80.000 δραχμῶν. — Ἀπὸ τὸ ποσὸν αὐτὸ πόσα θὰ δοθοῦν εἰς τοὺς ἠθοποιούς; — Ὅλα, λέγει ὁ διευθυντής, ἀλλὰ ἡ πληροφορία δὲν φαίνεται ἀξιόπιστος. (803, 363, 1035, 430)
article-body: Ἕνας Ἀμερικανὸς ἰατρὸς προέτεινε ἐσχάτως εἰς τοὺς ἐπιστήμονας τῆς χώρας του νὰ χρησιμοποιηθοῦν οἱ κατάδικοι θανάτου ὡς ὑποκείμενα ἐπιστημονικῶν πειραμάτων. (1050, 884, 1282, 951)
article-intro: Κηρίσκετε ἀρχίζουν νὰ κινῶνται. — Νέαι οἰκοδομαὶ γίνονται τώρα ἐκεῖ. (1050, 455, 1282, 482)
section-subheading: ΤΟ ΠΤΩΜΑ (116, 1004, 205, 1023)
article-body: γωνίας ἐκείνης τὴν νύκτα καὶ προβάλλουσας τὸ πρόσωπον. Εἰς τὸ Τέξας ὁ μαῦρος Βίλσερ κατηγορούμενος διὰ φόνον μιᾶς Ἀμερικανίδος, ἐκάη ζωντανὸς εἰς τὴν πλατεῖαν. (1297, 363, 1539, 430)
section-body: — Ὁ ἀλληγορικὸς δὲν εἶχεν ὀλίγα φυλλάδια... Ποῖος; — Ὁ Ἀλαβάνιτης. Ἐκάθησε κάτι μαζί μας εἰς τὸ καφενεῖον καὶ ἐσκέφθη ὅτι ἡ ζωὴ ἔχει πολλὰς δυσκολίας. (40, 1255, 281, 1322)
dateline-rule (40, 354, 1540, 356)
article-intro: Κηρίσκετε ἀρχίζουν νὰ κινῶνται. — Νέαι οἰκοδομαὶ γίνονται τώρα ἐκεῖ. (1050, 394, 1282, 421)
article-body: Οἱ Ἀθηναῖοι εἶνε συνηθισμένοι, — ἐξ ὅσων καταλαβαίνομεν, — εἰς τὴν ἀπόλαυσιν καὶ τὴν διασκέδασιν. Τὸ θέατρον, ἡ μουσική καὶ αἱ ἑορταὶ εὑρίσκουν πάντοτε πρόθυμον κοινόν. (299, 1296, 536, 1362)
article-body: Ἕνας Ἀμερικανὸς ἰατρὸς προέτεινε ἐσχάτως εἰς τοὺς ἐπιστήμονας τῆς χώρας του νὰ χρησιμοποιηθοῦν οἱ κατάδικοι θανάτου ὡς ὑποκείμενα ἐπιστημονικῶν πειραμάτων. (1050, 673, 1282, 739)
article-body: Οἱ Ἀθηναῖοι εἶνε συνηθισμένοι, — ἐξ ὅσων καταλαβαίνομεν, — εἰς τὴν ἀπόλαυσιν καὶ τὴν διασκέδασιν. Τὸ θέατρον, ἡ μουσική καὶ αἱ ἑορταὶ εὑρίσκουν πάντοτε πρόθυμον κοινόν. (299, 1790, 536, 1857)
article-body: Οἱ καπνοπαραγωγοὶ προθέλοντες ὑπερτιμήσεις εἰς τὸ προϊὸν των, ἐκφράζουσι τὴν ἀνησυχίαν των, ὅτι ἡ Ἑταιρία ἀντιλαμβάνεται ἀντίθετα συμφέροντα. Ἐν μέσῳ τῶν δύο συγκρουομένων στρατοπέδων ἵσταται ὁ διοικητὴς τῆς Τραπέζης Ἀθηνῶν καὶ ἱδρυτὴς τῆς Ἑταιρίας τῆς συγχωνεύσεως. (40, 483, 281, 590)
section-body: — Ὁ ἀλληγορικὸς δὲν εἶχεν ὀλίγα φυλλάδια... Ποῖος; — Ὁ Ἀλαβάνιτης. Ἐκάθησε κάτι μαζί μας εἰς τὸ καφενεῖον καὶ ἐσκέφθη ὅτι ἡ ζωὴ ἔχει πολλὰς δυσκολίας. (40, 1397, 281, 1463)
subscription-box-foreign (1234, 38, 1540, 174)
article-body: Στὴν Καλιφόρνια πέντε λευκοὶ ὑπόπτοι τῶν ὁποίων ἡ ἐνοχὴ δὲν ἀπεδείχθη ἐκρεμάσθησαν ὑπὸ τοῦ πλήθους. (1050, 1457, 1282, 1497)
article-body: Ἡ Καμπανία, ἐφημερὶς τῆς Λευκωσίας, γράφει ὅτι ἡ πενία ἐν Κύπρῳ ἔφθασεν εἰς σημεῖον ἀνησυχητικόν καὶ ἡ κυβέρνησις ὀφείλει νὰ λάβῃ μέτρα. (1297, 1624, 1539, 1677)
article-body: Οἱ Ἀθηναῖοι εἶνε συνηθισμένοι, — ἐξ ὅσων καταλαβαίνομεν, — εἰς τὴν ἀπόλαυσιν καὶ τὴν διασκέδασιν. Τὸ θέατρον, ἡ μουσική καὶ αἱ ἑορταὶ εὑρίσκουν πάντοτε πρόθυμον κοινόν. (299, 1366, 536, 1433)
article-body: Οἱ Ἀθηναῖοι εἶνε συνηθισμένοι, — ἐξ ὅσων καταλαβαίνομεν, — εἰς τὴν ἀπόλαυσιν καὶ τὴν διασκέδασιν. Τὸ θέατρον, ἡ μουσική καὶ αἱ ἑορταὶ εὑρίσκουν πάντοτε πρόθυμον κοινόν. (299, 1437, 536, 1503)
director-name: ΕΥΑΓΓΕΛΟΣ ΚΟΓΕΟΥΛΑΚΟΣ (699, 251, 993, 270)
article-body: — Ἂς τὰ ἀφήσωμεν αὐτά. Τί νέα ἀπὸ τὴν Βουλήν; — Ἡ σύμβασις θὰ ψηφισθῇ, λέγουν, μὲ ὀλίγας μεταβολάς. Ἡ ἀντιπολίτευσις θὰ ἀντιταχθῇ μὲ ὅλην της τὴν δύναμιν. (803, 1070, 1035, 1136)
article-body: Εἰς τὸ Νεκροταφεῖον προχθὲς ἔγινε μία συγκινητικὴ σκηνή. Ἕνας γέρων ἐπισκεπτόμενος τὸν τάφον τοῦ υἱοῦ του ἔκλαιε σιωπηλά. (551, 1619, 788, 1672)
issue-price: Τιμὴ ἑκάστου φύλλου λεπτὰ 5. (1271, 155, 1504, 173)
column-divider (291, 363, 292, 2280)
article-body: Ἐν πρώτοις ἰδοὺ τὸ παράδειγμα τοῦ Φρὴδ Ρόσελ, ἐνὸς μαύρου 35 ἐτῶν, κατηγορουμένου διὰ φόνον. (1050, 1281, 1282, 1322)
